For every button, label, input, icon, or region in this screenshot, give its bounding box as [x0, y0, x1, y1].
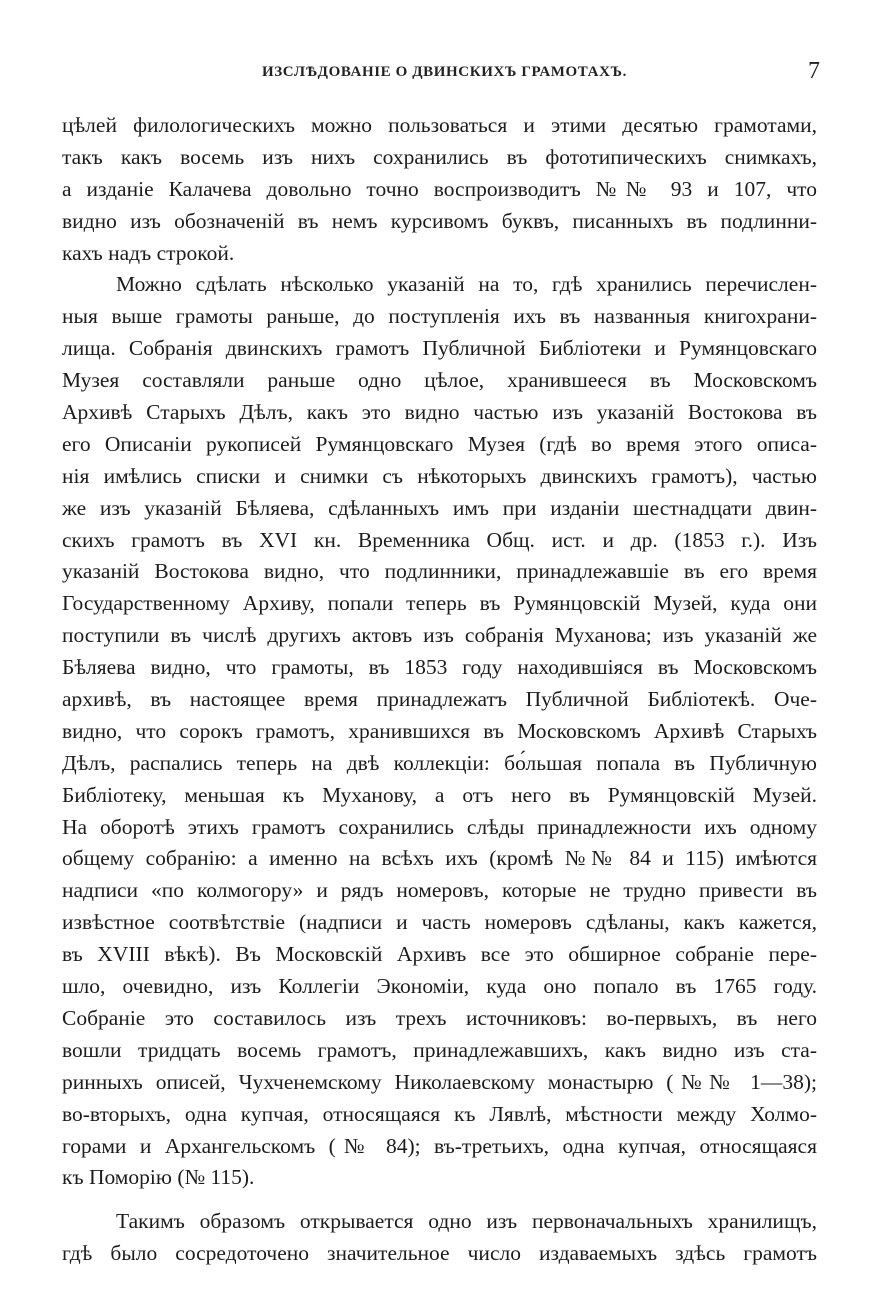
text-line: видно, что сорокъ грамотъ, хранившихся въ Московскомъ Архивѣ Старыхъ [62, 718, 817, 743]
page-number: 7 [808, 58, 820, 84]
text-line: Государственному Архиву, попали теперь въ Румянцовскій Музей, куда они [62, 591, 817, 616]
text-line: лища. Собранія двинскихъ грамотъ Публичной Библіотеки и Румянцовскаго [62, 336, 817, 361]
running-title: ИЗСЛѢДОВАНІЕ О ДВИНСКИХЪ ГРАМОТАХЪ. [262, 64, 627, 80]
text-line: шло, очевидно, изъ Коллегіи Экономіи, куда оно попало въ 1765 году. [62, 974, 817, 999]
text-line: общему собранію: а именно на всѣхъ ихъ (кромѣ №№ 84 и 115) имѣются [62, 846, 817, 871]
body-text [62, 110, 817, 1270]
text-line: скихъ грамотъ въ XVI кн. Временника Общ. ист. и др. (1853 г.). Изъ [62, 527, 817, 552]
text-line: нія имѣлись списки и снимки съ нѣкоторыхъ двинскихъ грамотъ), частью [62, 463, 817, 488]
text-line: Дѣлъ, распались теперь на двѣ коллекціи: бо́льшая попала въ Публичную [62, 750, 817, 775]
text-line: къ Поморію (№ 115). [62, 1165, 255, 1190]
text-line: Собраніе это составилось изъ трехъ источниковъ: во-первыхъ, въ него [62, 1005, 817, 1030]
text-line: ринныхъ описей, Чухченемскому Николаевскому монастырю (№№ 1—38); [62, 1069, 817, 1094]
text-line: Музея составляли раньше одно цѣлое, хранившееся въ Московскомъ [62, 368, 817, 393]
text-line: На оборотѣ этихъ грамотъ сохранились слѣды принадлежности ихъ одному [62, 814, 817, 839]
text-line: его Описаніи рукописей Румянцовскаго Музея (гдѣ во время этого описа- [62, 431, 817, 456]
text-line: кахъ надъ строкой. [62, 240, 235, 265]
text-line: указаній Востокова видно, что подлинники, принадлежавшіе въ его время [62, 559, 817, 584]
text-line: горами и Архангельскомъ (№ 84); въ-третьихъ, одна купчая, относящаяся [62, 1133, 817, 1158]
text-line: такъ какъ восемь изъ нихъ сохранились въ фототипическихъ снимкахъ, [62, 144, 817, 169]
text-line: цѣлей филологическихъ можно пользоваться и этими десятью грамотами, [62, 113, 817, 137]
text-line: гдѣ было сосредоточено значительное число издаваемыхъ здѣсь грамотъ [62, 1241, 817, 1266]
text-line: а изданіе Калачева довольно точно воспроизводитъ №№ 93 и 107, что [62, 176, 817, 201]
paragraph-gap [62, 1194, 817, 1206]
text-line: архивѣ, въ настоящее время принадлежатъ Публичной Библіотекѣ. Оче- [62, 687, 817, 712]
text-line: Можно сдѣлать нѣсколько указаній на то, гдѣ хранились перечислен- [116, 272, 817, 297]
running-head [62, 58, 822, 90]
text-line: ныя выше грамоты раньше, до поступленія ихъ въ названныя книгохрани- [62, 304, 817, 329]
text-line: Такимъ образомъ открывается одно изъ первоначальныхъ хранилищъ, [116, 1209, 817, 1234]
text-line: надписи «по колмогору» и рядъ номеровъ, которые не трудно привести въ [62, 878, 817, 903]
text-line: въ XVIII вѣкѣ). Въ Московскій Архивъ все это обширное собраніе пере- [62, 942, 817, 967]
text-line: видно изъ обозначеній въ немъ курсивомъ буквъ, писанныхъ въ подлинни- [62, 208, 817, 233]
text-line: вошли тридцать восемь грамотъ, принадлежавшихъ, какъ видно изъ ста- [62, 1037, 817, 1062]
text-line: поступили въ числѣ другихъ актовъ изъ собранія Муханова; изъ указаній же [62, 623, 817, 648]
text-line: же изъ указаній Бѣляева, сдѣланныхъ имъ при изданіи шестнадцати двин- [62, 495, 817, 520]
text-line: во-вторыхъ, одна купчая, относящаяся къ Лявлѣ, мѣстности между Холмо- [62, 1101, 817, 1126]
text-line: извѣстное соотвѣтствіе (надписи и часть номеровъ сдѣланы, какъ кажется, [62, 910, 817, 935]
text-line: Бѣляева видно, что грамоты, въ 1853 году находившіяся въ Московскомъ [62, 655, 817, 680]
text-line: Библіотеку, меньшая къ Муханову, а отъ него въ Румянцовскій Музей. [62, 782, 817, 807]
text-line: Архивѣ Старыхъ Дѣлъ, какъ это видно частью изъ указаній Востокова въ [62, 400, 817, 425]
